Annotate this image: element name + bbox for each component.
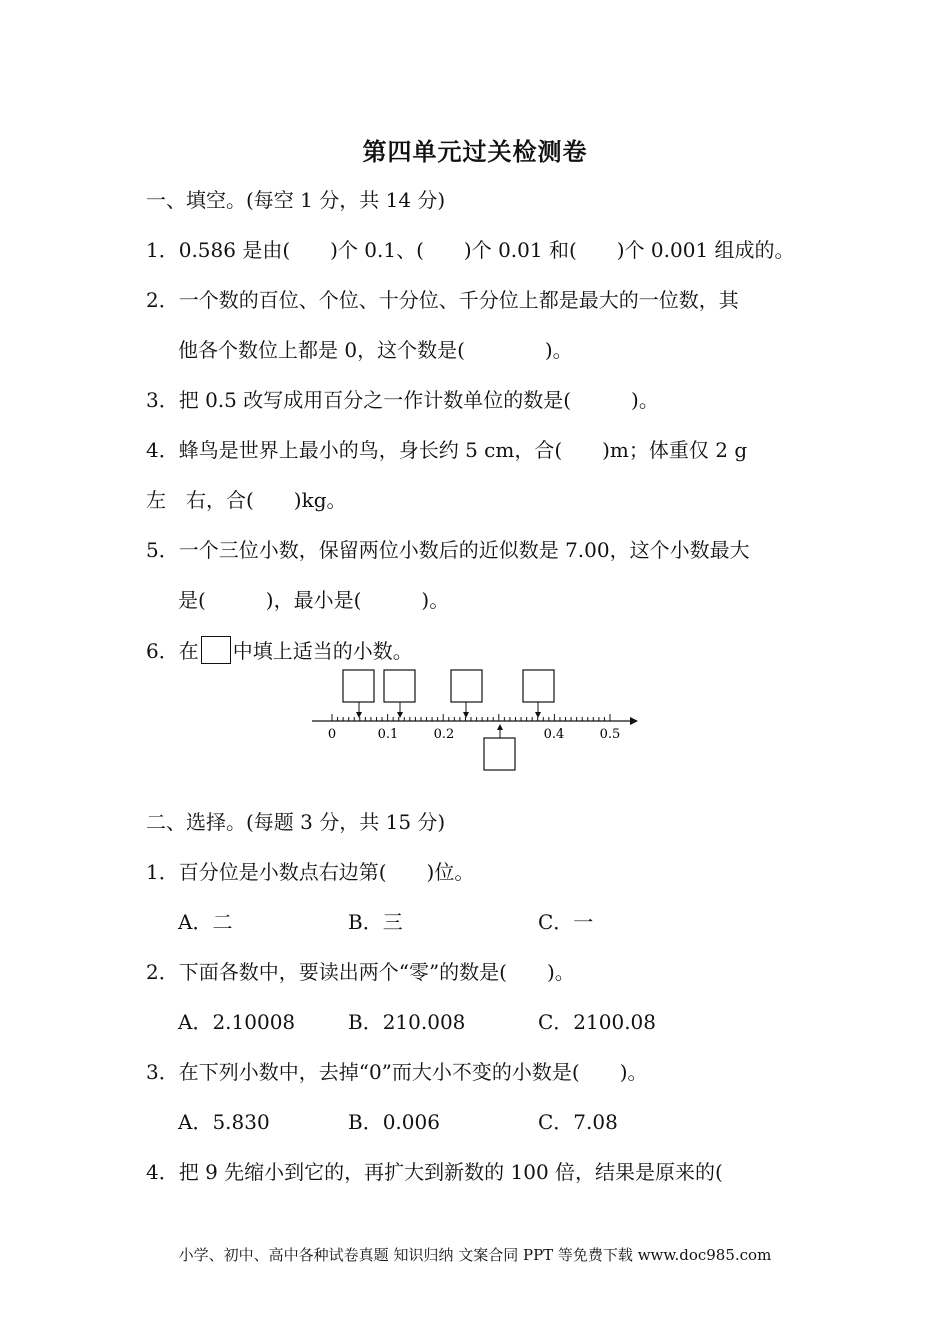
section2-heading: 二、选择。(每题 3 分，共 15 分) <box>146 810 446 834</box>
question-1-5-line1: 5．一个三位小数，保留两位小数后的近似数是 7.00，这个小数最大 <box>146 538 750 562</box>
question-1-4-line1: 4．蜂鸟是世界上最小的鸟，身长约 5 cm，合( )m；体重仅 2 g <box>146 438 748 462</box>
question-1-2-line1: 2．一个数的百位、个位、十分位、千分位上都是最大的一位数，其 <box>146 288 739 312</box>
question-2-2: 2．下面各数中，要读出两个“零”的数是( )。 <box>146 960 575 984</box>
answer-box-upper-2[interactable] <box>384 670 415 718</box>
option-2-3-c[interactable]: C．7.08 <box>538 1110 618 1134</box>
question-1-2-line2: 他各个数位上都是 0，这个数是( )。 <box>178 338 573 362</box>
option-2-2-a[interactable]: A．2.10008 <box>178 1010 296 1034</box>
option-2-2-c[interactable]: C．2100.08 <box>538 1010 657 1034</box>
answer-box-icon <box>201 636 231 664</box>
answer-box-lower[interactable] <box>484 724 515 770</box>
question-2-4: 4．把 9 先缩小到它的，再扩大到新数的 100 倍，结果是原来的( <box>146 1160 723 1184</box>
question-1-5-line2: 是( )，最小是( )。 <box>178 588 450 612</box>
tick-label-0.2: 0.2 <box>433 727 455 742</box>
option-2-3-a[interactable]: A．5.830 <box>178 1110 270 1134</box>
tick-label-0.1: 0.1 <box>377 727 399 742</box>
tick-label-0.4: 0.4 <box>543 727 565 742</box>
section1-heading: 一、填空。(每空 1 分，共 14 分) <box>146 188 446 212</box>
answer-box-upper-1[interactable] <box>343 670 374 718</box>
tick-label-0: 0 <box>327 727 337 742</box>
option-2-1-c[interactable]: C．一 <box>538 910 594 934</box>
page-footer: 小学、初中、高中各种试卷真题 知识归纳 文案合同 PPT 等免费下载 www.doc985.com <box>178 1246 772 1264</box>
page-title: 第四单元过关检测卷 <box>362 138 588 166</box>
answer-box-upper-3[interactable] <box>451 670 482 718</box>
option-2-1-a[interactable]: A．二 <box>178 910 233 934</box>
question-1-6-suffix: 中填上适当的小数。 <box>232 639 413 663</box>
question-2-3: 3．在下列小数中，去掉“0”而大小不变的小数是( )。 <box>146 1060 648 1084</box>
option-2-2-b[interactable]: B．210.008 <box>348 1010 466 1034</box>
question-2-1: 1．百分位是小数点右边第( )位。 <box>146 860 475 884</box>
tick-label-0.5: 0.5 <box>599 727 621 742</box>
answer-box-upper-4[interactable] <box>523 670 554 718</box>
question-1-3: 3．把 0.5 改写成用百分之一作计数单位的数是( )。 <box>146 388 659 412</box>
number-line-diagram <box>300 660 660 780</box>
option-2-3-b[interactable]: B．0.006 <box>348 1110 440 1134</box>
option-2-1-b[interactable]: B．三 <box>348 910 403 934</box>
question-1-4-line2: 左 右，合( )kg。 <box>146 488 347 512</box>
question-1-6-prefix: 6．在 <box>146 639 199 663</box>
question-1-1: 1．0.586 是由( )个 0.1、( )个 0.01 和( )个 0.001 组成的。 <box>146 238 795 262</box>
